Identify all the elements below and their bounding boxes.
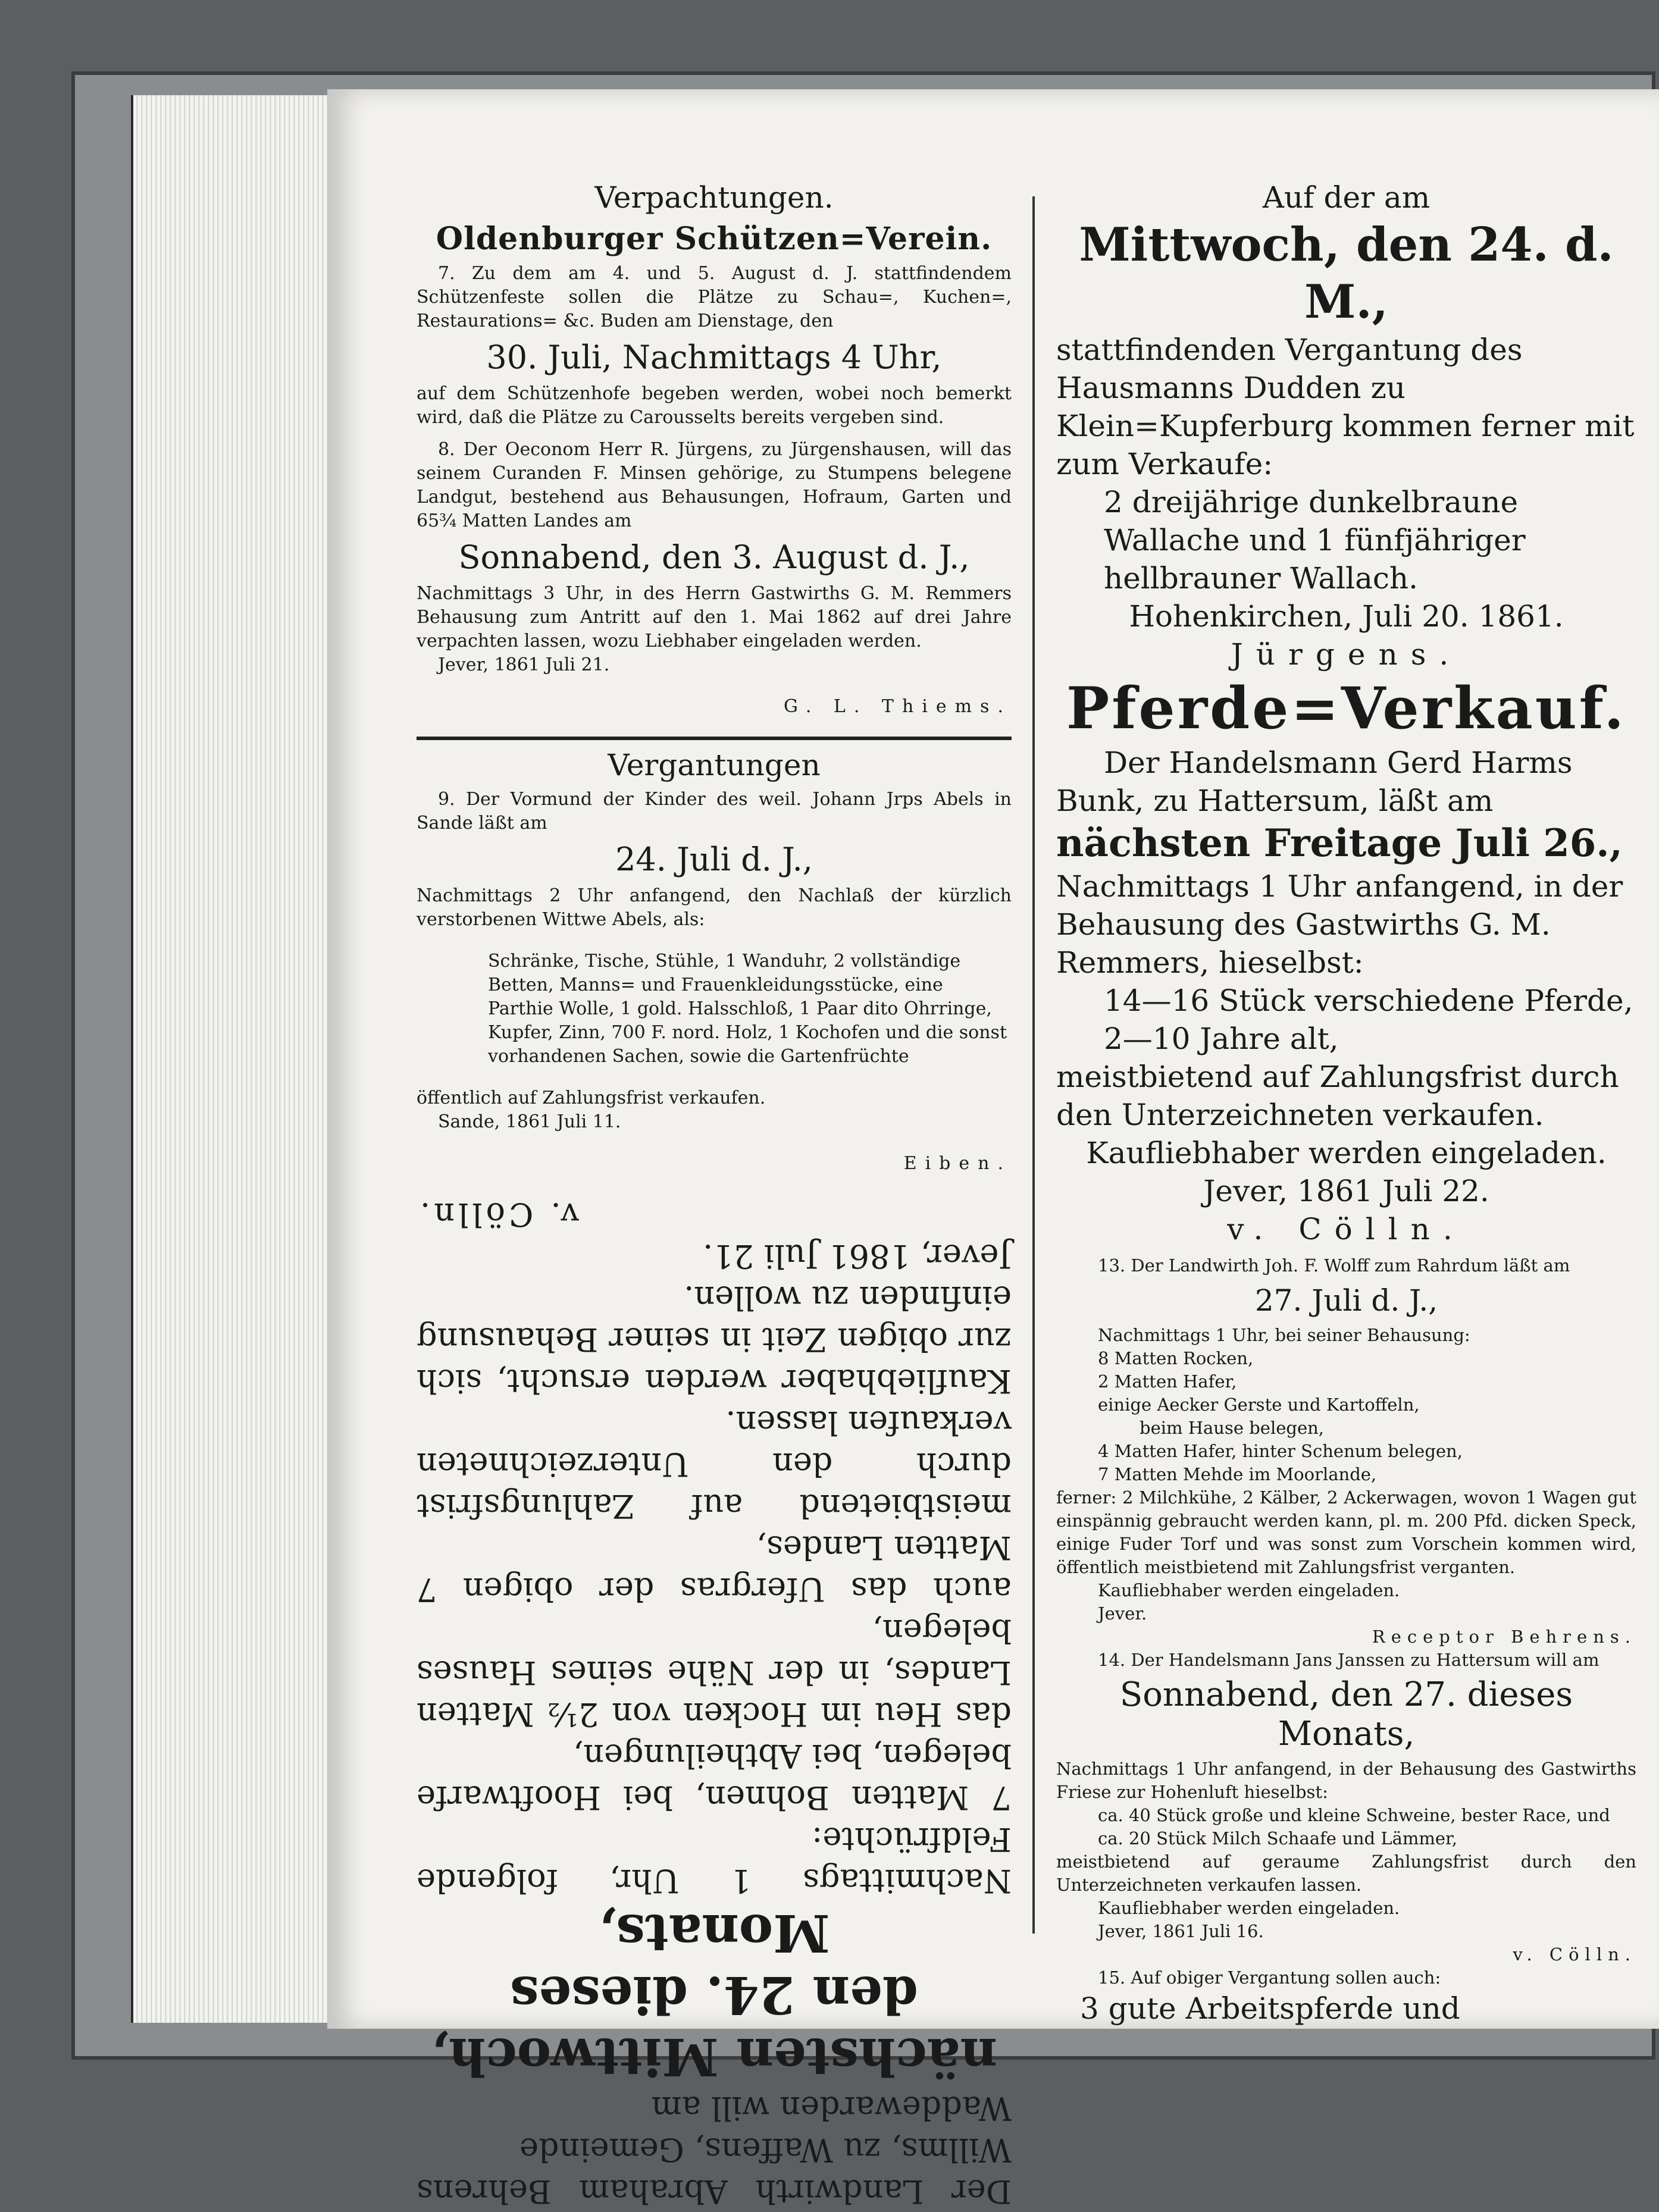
notice-8: 8. Der Oeconom Herr R. Jürgens, zu Jürgenshausen, will das seinem Curanden F. Minsen gehörige, zu Stumpens belegene Landgut, bestehend aus Behausungen, Hofraum, Garten und 65¾ Matten Landes am [417,439,1012,531]
notice-pferde-place: Jever, 1861 Juli 22. [1203,1174,1489,1208]
upside-line-10: Kaufliebhaber werden ersucht, sich zur obigen Zeit in seiner Behausung einfinden zu wollen. [417,1279,1012,1400]
notice-14-invite: Kaufliebhaber werden eingeladen. [1098,1898,1400,1918]
section-subtitle-schuetzenverein: Oldenburger Schützen=Verein. [436,221,993,257]
notice-9-cont: Nachmittags 2 Uhr anfangend, den Nachlaß der kürzlich verstorbenen Wittwe Abels, als: [417,885,1012,930]
notice-14-date: Sonnabend, den 27. dieses Monats, [1119,1675,1573,1753]
notice-8-signature: G. L. Thiems. [783,696,1012,717]
upside-line-5: Nachmittags 1 Uhr, folgende Feldfrüchte: [417,1821,1012,1900]
notice-pferde-invite: Kaufliebhaber werden eingeladen. [1086,1136,1607,1170]
notice-14-end: meistbietend auf geraume Zahlungsfrist durch den Unterzeichneten verkaufen lassen. [1056,1851,1636,1895]
notice-13-cont: Nachmittags 1 Uhr, bei seiner Behausung: [1098,1325,1470,1345]
notice-13-item-7: ferner: 2 Milchkühe, 2 Kälber, 2 Ackerwagen, wovon 1 Wagen gut einspännig gebraucht werden kann, pl. m. 200 Pfd. dicken Speck, einige Fuder Torf und was sonst zum Vorschein kommen wird, öffentlich meistbietend mit Zahlungsfrist verganten. [1056,1487,1636,1577]
notice-14-signature: v. Cölln. [1513,1944,1636,1965]
notice-14: 14. Der Handelsmann Jans Janssen zu Hattersum will am [1098,1650,1599,1670]
intro-date: Mittwoch, den 24. d. M., [1079,218,1614,329]
left-column [417,178,1012,2212]
intro-items: 2 dreijährige dunkelbraune Wallache und 1 fünfjähriger hellbrauner Wallach. [1104,485,1526,596]
column-divider [1032,196,1035,1934]
notice-9-place: Sande, 1861 Juli 11. [438,1111,621,1132]
upside-line-8: auch das Ufergras der obigen 7 Matten Landes, [417,1529,1012,1608]
notice-9-date: 24. Juli d. J., [615,841,813,878]
notice-pferde-date: nächsten Freitage Juli 26., [1056,821,1623,866]
notice-13-item-4: beim Hause belegen, [1140,1418,1325,1438]
intro-signature: Jürgens. [1231,637,1462,672]
notice-9-end: öffentlich auf Zahlungsfrist verkaufen. [417,1088,766,1108]
notice-7-date: 30. Juli, Nachmittags 4 Uhr, [486,339,942,376]
page-edges [131,95,330,2023]
notice-13-date: 27. Juli d. J., [1254,1283,1438,1318]
notice-7: 7. Zu dem am 4. und 5. August d. J. stattfindendem Schützenfeste sollen die Plätze zu Schau=, Kuchen=, Restaurations= &c. Buden am Dienstage, den [417,263,1012,331]
notice-15-big: 3 gute Arbeitspferde und [1080,1991,1460,2026]
section-rule [417,737,1012,740]
upside-line-7: das Heu im Hocken von 2½ Matten Landes, in der Nähe seines Hauses belegen, [417,1612,1012,1733]
section-title-vergantungen: Vergantungen [608,748,821,782]
upside-line-1: Der Landwirth Abraham Behrens Willms, zu Waffens, Gemeinde [417,2131,1012,2210]
intro-place: Hohenkirchen, Juli 20. 1861. [1129,599,1564,634]
notice-14-place: Jever, 1861 Juli 16. [1098,1921,1264,1941]
upside-line-6: 7 Matten Bohnen, bei Hooftwarfe belegen, bei Abtheilungen, [417,1737,1012,1816]
right-column [1056,178,1636,2028]
upside-line-12: v. Cölln. [417,1196,579,1233]
notice-14-item-1: ca. 40 Stück große und kleine Schweine, bester Race, und [1098,1805,1610,1825]
notice-8-cont: Nachmittags 3 Uhr, in des Herrn Gastwirths G. M. Remmers Behausung zum Antritt auf den 1. Mai 1862 auf drei Jahre verpachten lassen, wozu Liebhaber eingeladen werden. [417,583,1012,651]
notice-pferde-items-1: 14—16 Stück verschiedene Pferde, [1104,983,1633,1018]
notice-pferde-end: meistbietend auf Zahlungsfrist durch den Unterzeichneten verkaufen. [1056,1060,1619,1132]
notice-pferde-cont: Nachmittags 1 Uhr anfangend, in der Behausung des Gastwirths G. M. Remmers, hieselbst: [1056,869,1623,980]
notice-9-signature: Eiben. [903,1153,1012,1174]
intro-line: Auf der am [1262,180,1431,215]
notice-pferde-items-2: 2—10 Jahre alt, [1104,1022,1339,1056]
notice-13-invite: Kaufliebhaber werden eingeladen. [1098,1580,1400,1600]
pferde-verkauf-title: Pferde=Verkauf. [1066,675,1626,742]
notice-13-item-3: einige Aecker Gerste und Kartoffeln, [1098,1395,1420,1415]
notice-15: 15. Auf obiger Vergantung sollen auch: [1098,1967,1441,1988]
upside-line-3: nächsten Mittwoch, [431,2026,998,2086]
notice-13-item-1: 8 Matten Rocken, [1098,1348,1254,1368]
notice-13-item-2: 2 Matten Hafer, [1098,1371,1237,1392]
upside-line-11: Jever, 1861 Juli 21. [703,1237,1012,1275]
notice-9-list: Schränke, Tische, Stühle, 1 Wanduhr, 2 vollständige Betten, Manns= und Frauenkleidungsstücke, eine Parthie Wolle, 1 gold. Halsschloß, 1 Paar dito Ohrringe, Kupfer, Zinn, 700 F. nord. Holz, 1 Kochofen und die sonst vorhandenen Sachen, sowie die Gartenfrüchte [488,951,1007,1067]
upside-line-2: Waddewarden will am [651,2089,1012,2127]
notice-14-item-2: ca. 20 Stück Milch Schaafe und Lämmer, [1098,1828,1457,1848]
notice-14-cont: Nachmittags 1 Uhr anfangend, in der Behausung des Gastwirths Friese zur Hohenluft hieselbst: [1056,1759,1636,1802]
notice-13-signature: Receptor Behrens. [1372,1627,1636,1647]
notice-pferde: Der Handelsmann Gerd Harms Bunk, zu Hattersum, läßt am [1056,745,1573,818]
notice-9: 9. Der Vormund der Kinder des weil. Johann Jrps Abels in Sande läßt am [417,789,1012,834]
section-title-verpachtungen: Verpachtungen. [594,180,834,215]
upside-down-notice [417,1193,1012,2212]
notice-13: 13. Der Landwirth Joh. F. Wolff zum Rahrdum läßt am [1098,1255,1570,1276]
notice-8-place: Jever, 1861 Juli 21. [438,654,610,675]
notice-13-item-5: 4 Matten Hafer, hinter Schenum belegen, [1098,1441,1463,1461]
intro-text: stattfindenden Vergantung des Hausmanns Dudden zu Klein=Kupferburg kommen ferner mit zum Verkaufe: [1056,333,1635,481]
notice-pferde-signature: v. Cölln. [1227,1212,1466,1246]
notice-13-place: Jever. [1098,1603,1147,1624]
upside-line-9: meistbietend auf Zahlungsfrist durch den Unterzeichneten verkaufen lassen. [417,1404,1012,1525]
upside-line-4: den 24. dieses Monats, [510,1903,918,2025]
notice-8-date: Sonnabend, den 3. August d. J., [458,538,970,576]
notice-7-cont: auf dem Schützenhofe begeben werden, wobei noch bemerkt wird, daß die Plätze zu Carousselts bereits vergeben sind. [417,383,1012,428]
notice-13-item-6: 7 Matten Mehde im Moorlande, [1098,1464,1377,1484]
